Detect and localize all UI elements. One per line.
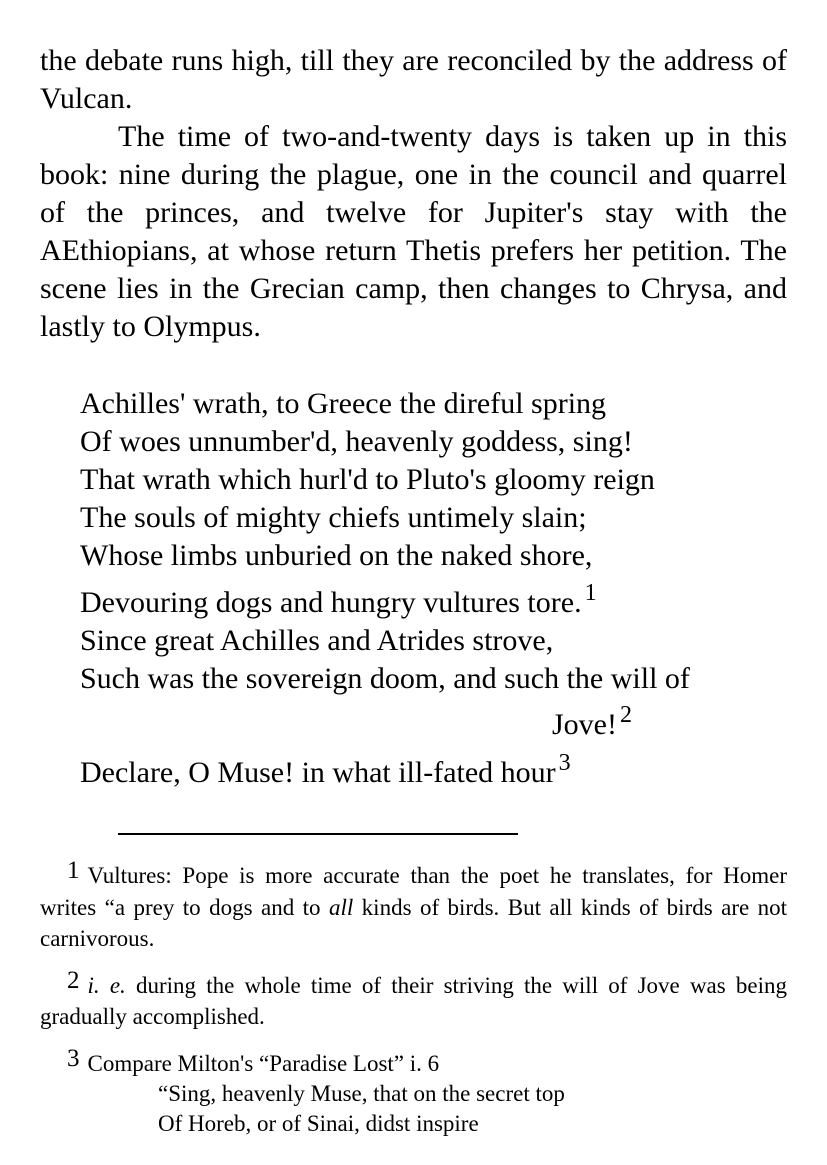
footnote-ref-3[interactable]: 3: [558, 750, 571, 776]
footnote-number: 3: [67, 1044, 80, 1072]
footnote-1: [40, 855, 787, 955]
verse-line: Whose limbs unburied on the naked shore,: [80, 539, 593, 572]
footnote-quote-line: “Sing, heavenly Muse, that on the secret top: [158, 1081, 565, 1106]
argument-text: [40, 42, 787, 346]
poem-verse: [80, 385, 780, 792]
footnote-text: Compare Milton's “Paradise Lost” i. 6: [87, 1050, 440, 1076]
verse-line: Of woes unnumber'd, heavenly goddess, sing!: [80, 425, 633, 458]
footnote-text: during the whole time of their striving the will of Jove was being gradually accomplished.: [40, 972, 787, 1029]
argument-paragraph: the debate runs high, till they are reconciled by the address of Vulcan.: [40, 44, 787, 115]
footnote-2: [40, 965, 787, 1033]
footnote-emphasis: all: [328, 894, 354, 920]
verse-line: Such was the sovereign doom, and such the will of: [80, 662, 690, 695]
verse-line: Achilles' wrath, to Greece the direful spring: [80, 387, 607, 420]
verse-line: [80, 580, 780, 622]
footnote-ref-1[interactable]: 1: [584, 580, 597, 606]
verse-line: Since great Achilles and Atrides strove,: [80, 624, 554, 657]
footnote-number: 1: [67, 857, 80, 884]
verse-line-text: Declare, O Muse! in what ill-fated hour: [80, 756, 556, 789]
footnote-ref-2[interactable]: 2: [619, 702, 632, 728]
footnotes: [40, 855, 787, 1139]
verse-line: [80, 750, 780, 792]
footnote-quote-line: Of Horeb, or of Sinai, didst inspire: [158, 1111, 479, 1136]
argument-paragraph: The time of two-and-twenty days is taken up in this book: nine during the plague, one in the council and quarrel of the princes, and twelve for Jupiter's stay with the AEthiopians, at whose return Thetis prefers her petition. The scene lies in the Grecian camp, then changes to Chrysa, and lastly to Olympus.: [40, 120, 787, 343]
footnote-number: 2: [67, 966, 80, 994]
verse-line: That wrath which hurl'd to Pluto's gloomy reign: [80, 463, 655, 496]
footnote-3: [40, 1043, 787, 1080]
verse-line-continuation: [80, 702, 780, 744]
verse-line-text: Jove!: [552, 708, 617, 741]
footnote-divider: [118, 833, 518, 835]
footnote-emphasis: i. e.: [87, 972, 126, 998]
verse-line-text: Devouring dogs and hungry vultures tore.: [80, 586, 582, 619]
footnote-text: Vultures: Pope is more accurate than the poet he translates, for Homer writes “a prey to dogs and to: [40, 863, 787, 920]
footnote-text: kinds of birds. But all kinds of birds are not carnivorous.: [40, 894, 788, 951]
verse-line: The souls of mighty chiefs untimely slain;: [80, 501, 587, 534]
